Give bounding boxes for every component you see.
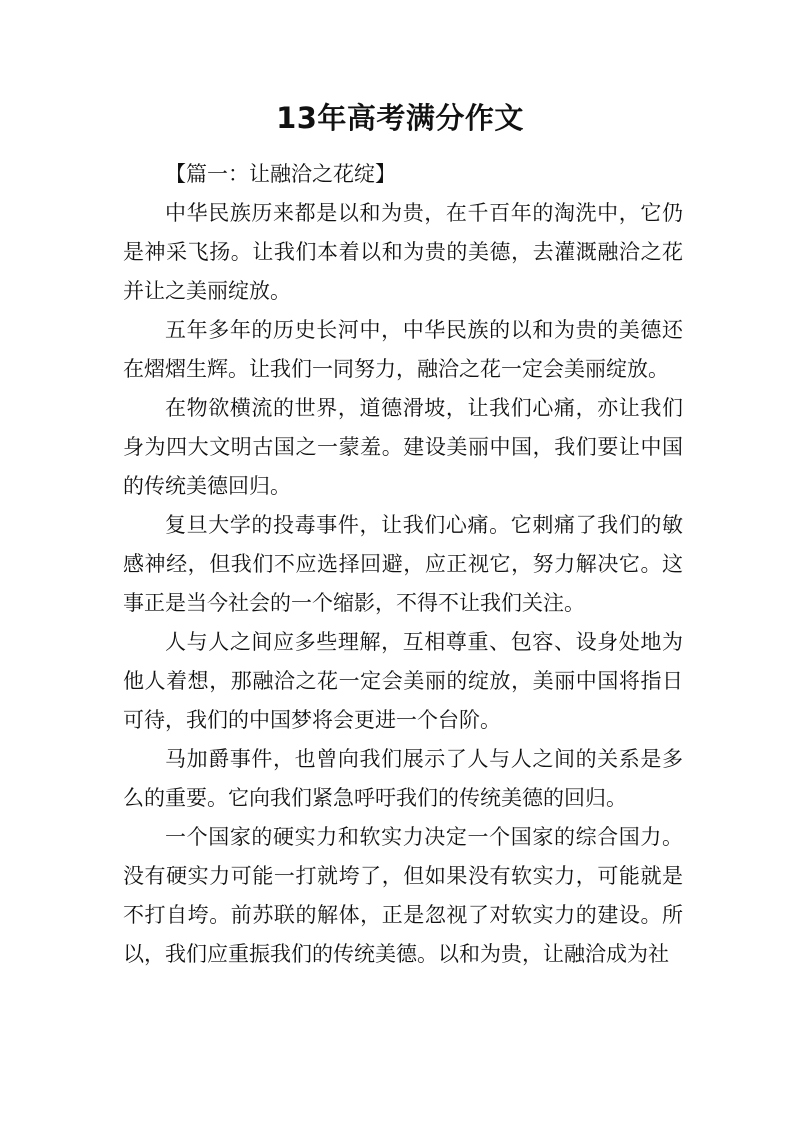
paragraph: 一个国家的硬实力和软实力决定一个国家的综合国力。没有硬实力可能一打就垮了，但如果没有软实力，可能就是不打自垮。前苏联的解体，正是忽视了对软实力的建设。所以，我们应重振我们的传统美德。以和为贵，让融洽成为社 [123, 825, 683, 966]
document-body [123, 155, 683, 974]
paragraph: 人与人之间应多些理解，互相尊重、包容、设身处地为他人着想，那融洽之花一定会美丽的绽放，美丽中国将指日可待，我们的中国梦将会更进一个台阶。 [123, 630, 683, 732]
section-heading: 【篇一：让融洽之花绽】 [165, 162, 396, 186]
paragraph: 在物欲横流的世界，道德滑坡，让我们心痛，亦让我们身为四大文明古国之一蒙羞。建设美丽中国，我们要让中国的传统美德回归。 [123, 396, 683, 498]
paragraph: 五年多年的历史长河中，中华民族的以和为贵的美德还在熠熠生辉。让我们一同努力，融洽之花一定会美丽绽放。 [123, 318, 683, 381]
document-title: 13年高考满分作文 [276, 101, 524, 135]
paragraph: 复旦大学的投毒事件，让我们心痛。它刺痛了我们的敏感神经，但我们不应选择回避，应正视它，努力解决它。这事正是当今社会的一个缩影，不得不让我们关注。 [123, 513, 683, 615]
paragraph: 马加爵事件，也曾向我们展示了人与人之间的关系是多么的重要。它向我们紧急呼吁我们的传统美德的回归。 [123, 747, 683, 810]
paragraph: 中华民族历来都是以和为贵，在千百年的淘洗中，它仍是神采飞扬。让我们本着以和为贵的美德，去灌溉融洽之花并让之美丽绽放。 [123, 201, 683, 303]
